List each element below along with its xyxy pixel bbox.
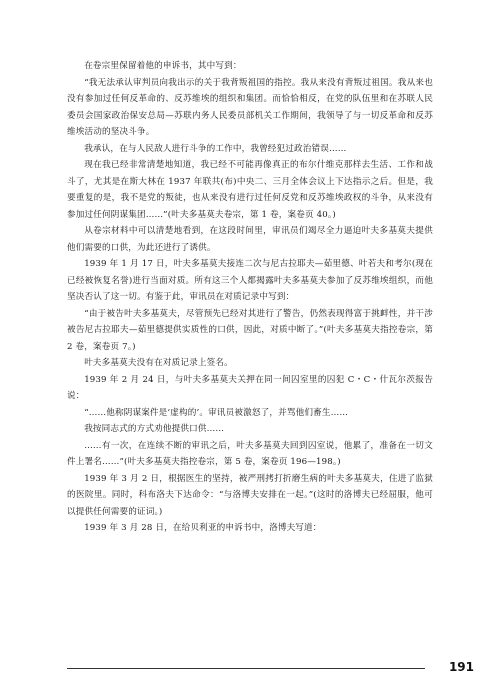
paragraph: 从卷宗材料中可以清楚地看到，在这段时间里，审讯员们竭尽全力逼迫叶夫多基莫夫提供他们需要的口供，为此还进行了诱供。: [67, 226, 433, 253]
paragraph: 叶夫多基莫夫没有在对质记录上签名。: [84, 358, 233, 368]
paragraph: 1939 年 2 月 24 日，与叶夫多基莫夫关押在同一间囚室里的囚犯 C・C・什瓦尔茨报告说：: [67, 374, 433, 401]
paragraph: “我无法承认审判员向我出示的关于我背叛祖国的指控。我从来没有背叛过祖国。我从来也没有参加过任何反革命的、反苏维埃的组织和集团。而恰恰相反，在党的队伍里和在苏联人民委员会国家政治保安总局—苏联内务人民委员部机关工作期间，我领导了与一切反革命和反苏维埃活动的坚决斗争。: [67, 77, 433, 137]
page-body: [67, 58, 433, 537]
page-number: 191: [448, 660, 474, 674]
paragraph: 现在我已经非常清楚地知道，我已经不可能再像真正的布尔什维克那样去生活、工作和战斗了，尤其是在斯大林在 1937 年联共(布)中央二、三月全体会议上下达指示之后。但是，我要重复的是，我不是党的叛徒，也从来没有进行过任何反党和反苏维埃政权的斗争，从来没有参加过任何阴谋集团……”(叶夫多基莫夫卷宗，第 1 卷，案卷页 40。): [67, 160, 433, 220]
paragraph: 在卷宗里保留着他的申诉书，其中写到：: [84, 61, 242, 71]
paragraph: “……他称阴谋案件是‘虚构的’。审讯员被激怒了，并骂他们畜生……: [84, 407, 349, 418]
paragraph: 1939 年 3 月 28 日，在给贝利亚的申诉书中，洛博夫写道：: [84, 523, 322, 533]
paragraph: “由于被告叶夫多基莫夫，尽管预先已经对其进行了警告，仍然表现得富于挑衅性，并干涉被告尼古拉耶夫—茹里德提供实质性的口供，因此，对质中断了。”(叶夫多基莫夫指控卷宗，第 2 卷，案卷页 7。): [67, 308, 433, 352]
paragraph: ……有一次，在连续不断的审讯之后，叶夫多基莫夫回到囚室说，他累了，准备在一切文件上署名……”(叶夫多基莫夫指控卷宗，第 5 卷，案卷页 196—198。): [67, 440, 433, 467]
footer-rule: [67, 668, 425, 669]
paragraph: 1939 年 1 月 17 日，叶夫多基莫夫接连二次与尼古拉耶夫—茹里德、叶若夫和考尔(现在已经被恢复名誉)进行当面对质。所有这三个人都揭露叶夫多基莫夫参加了反苏维埃组织，而他坚决否认了这一切。有鉴于此，审讯员在对质记录中写到：: [67, 259, 433, 302]
paragraph: 1939 年 3 月 2 日，根据医生的坚持，被严刑拷打折磨生病的叶夫多基莫夫，住进了监狱的医院里。同时，科布洛夫下达命令：“与洛博夫安排在一起。”(这时的洛博夫已经屈服，他可以提供任何需要的证词。): [67, 473, 433, 517]
paragraph: 我承认，在与人民敌人进行斗争的工作中，我曾经犯过政治错误……: [84, 143, 347, 154]
paragraph: 我按同志式的方式劝他提供口供……: [84, 424, 225, 434]
